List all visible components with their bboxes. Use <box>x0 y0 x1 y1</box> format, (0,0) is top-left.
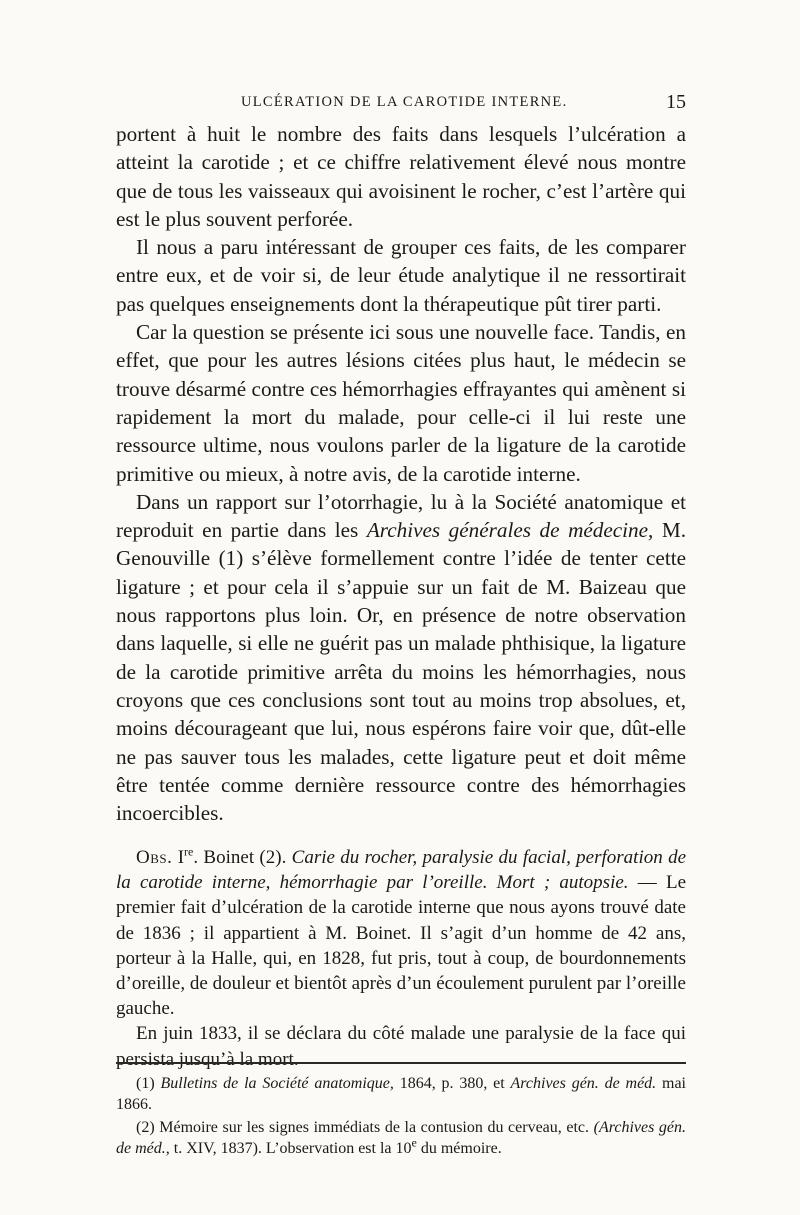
footnote-source-2: Archives gén. de méd. <box>510 1075 657 1092</box>
footnote-marker: (2) <box>136 1119 155 1136</box>
observation-paragraph <box>116 845 686 1021</box>
footnote-text-2: t. XIV, 1837). L’observation est la 10 <box>173 1139 412 1157</box>
footnote-text: Mémoire sur les signes immédiats de la contusion du cerveau, etc. <box>159 1119 590 1136</box>
running-title: ULCÉRATION DE LA CAROTIDE INTERNE. <box>241 94 568 110</box>
footnote-source: (Archives gén. de méd., <box>116 1119 687 1157</box>
paragraph-4-part-b: M. Genouville (1) s’élève formellement contre l’idée de tenter cette ligature ; et pour cela il s’appuie sur un fait de M. Baizeau que nous rapportons plus loin. Or, en présence de notre observation dans laquelle, si elle ne guérit pas un malade phthisique, la ligature de la carotide primitive arrêta du moins les hémorrhagies, nous croyons que ces conclusions sont tout au moins trop absolues, et, moins décourageant que lui, nous espérons faire voir que, dût-elle ne pas sauver tous les malades, cette ligature peut et doit même être tentée comme dernière ressource contre des hémorrhagies incoercibles. <box>116 518 687 826</box>
paragraph-1: portent à huit le nombre des faits dans lesquels l’ulcération a atteint la carotide ; et ce chiffre relativement élevé nous montre que de tous les vaisseaux qui avoisinent le rocher, c’est l’artère qui est le plus souvent perforée. <box>116 122 686 231</box>
main-text <box>116 120 686 827</box>
observation-label: Obs. <box>136 847 173 868</box>
paragraph-3: Car la question se présente ici sous une nouvelle face. Tandis, en effet, que pour les autres lésions citées plus haut, le médecin se trouve désarmé contre ces hémorrhagies effrayantes qui amènent si rapidement la mort du malade, pour celle-ci il lui reste une ressource ultime, nous voulons parler de la ligature de la carotide primitive ou mieux, à notre avis, de la carotide interne. <box>116 320 686 486</box>
footnote-sup: e <box>411 1135 417 1150</box>
observation-section <box>116 845 686 1072</box>
paragraph-4-part-a: Dans un rapport sur l’otorrhagie, lu à la Société anatomique et reproduit en partie dans les <box>116 489 686 543</box>
observation-number: I <box>177 847 185 868</box>
page-number: 15 <box>666 91 686 113</box>
footnote-divider <box>116 1062 686 1064</box>
paragraph-2: Il nous a paru intéressant de grouper ces faits, de les comparer entre eux, et de voir si, de leur étude analytique il ne ressortirait pas quelques enseignements dont la thérapeutique pût tirer parti. <box>116 235 686 316</box>
observation-paragraph-2: En juin 1833, il se déclara du côté malade une paralysie de la face qui persista jusqu’à la mort. <box>116 1023 686 1070</box>
footnotes <box>116 1074 686 1162</box>
footnote-text-3: du mémoire. <box>420 1139 502 1157</box>
observation-number-sup: re <box>184 844 194 859</box>
observation-text: — Le premier fait d’ulcération de la carotide interne que nous ayons trouvé date de 1836 ; il appartient à M. Boinet. Il s’agit d’un homme de 42 ans, porteur à la Halle, qui, en 1828, fut pris, tout à coup, de bourdonnements d’oreille, de douleur et bientôt après d’un écoulement purulent par l’oreille gauche. <box>116 872 687 1020</box>
footnote-1 <box>116 1074 686 1115</box>
observation-title: Carie du rocher, paralysie du facial, perforation de la carotide interne, hémorrhagie par l’oreille. Mort ; autopsie. <box>116 847 686 894</box>
footnote-2 <box>116 1118 686 1159</box>
archives-reference: Archives générales de médecine, <box>366 518 654 543</box>
observation-author: . Boinet (2). <box>193 847 287 868</box>
footnote-source: Bulletins de la Société anatomique, <box>160 1075 394 1092</box>
paragraph-4 <box>116 488 686 828</box>
footnote-text: 1864, p. 380, et <box>399 1075 505 1092</box>
footnote-text-2: mai 1866. <box>116 1075 686 1113</box>
footnote-marker: (1) <box>136 1075 155 1092</box>
